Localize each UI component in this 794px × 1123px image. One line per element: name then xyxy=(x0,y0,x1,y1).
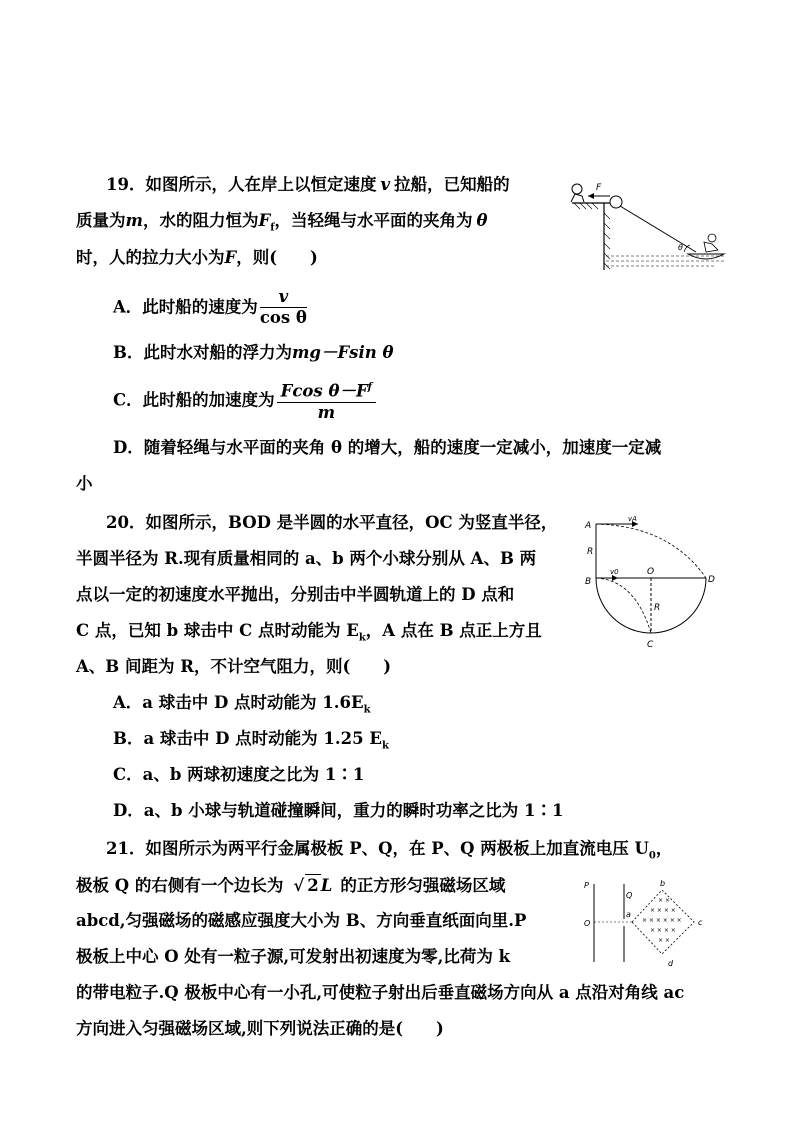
q20-stem-line4 xyxy=(76,620,542,649)
angle-label: θ xyxy=(678,243,683,252)
q20-option-d xyxy=(113,800,564,822)
q19-text: ，则( ) xyxy=(236,248,318,267)
q19-option-d xyxy=(113,437,661,459)
q21-stem-line6 xyxy=(76,1018,444,1040)
q19-theta: θ xyxy=(476,211,488,230)
boat-icon xyxy=(688,234,724,259)
q19-text: 如图所示，人在岸上以恒定速度 xyxy=(145,175,377,194)
person-icon xyxy=(571,184,584,202)
q21-sqrt-value: 2 xyxy=(307,876,319,895)
q21-L: L xyxy=(320,876,333,895)
sqrt-icon: √ xyxy=(293,876,305,895)
q19-text: 时，人的拉力大小为 xyxy=(76,248,225,267)
q20-text: ，A 点在 B 点正上方且 xyxy=(365,621,542,640)
q19-option-a-numerator: v xyxy=(260,287,307,308)
q19-stem-line1 xyxy=(106,174,510,196)
q19-text: ，水的阻力恒为 xyxy=(142,211,259,230)
q19-option-c-fraction xyxy=(277,378,376,423)
q19-m: m xyxy=(125,211,143,230)
q21-figure xyxy=(580,876,712,968)
q20-option-a-sub: k xyxy=(363,704,371,716)
force-label: F xyxy=(596,183,602,193)
q19-option-c-denominator: m xyxy=(317,402,336,422)
q20-option-a-text: A．a 球击中 D 点时动能为 1.6E xyxy=(113,693,364,712)
q20-text: 点以一定的初速度水平抛出，分别击中半圆轨道上的 D 点和 xyxy=(76,585,515,604)
q19-option-d-cont xyxy=(76,473,93,495)
label-a: a xyxy=(626,910,631,919)
q19-option-a-fraction xyxy=(260,287,307,328)
label-d: d xyxy=(668,959,674,968)
label-Q: Q xyxy=(626,891,633,900)
label-B: B xyxy=(585,577,592,587)
q19-text: ，当轻绳与水平面的夹角为 xyxy=(274,211,473,230)
q19-option-a xyxy=(113,287,307,328)
q19-option-c-num-text: Fcos θ－F xyxy=(280,381,368,401)
q21-stem-line2 xyxy=(76,874,505,897)
label-vA: vA xyxy=(628,515,637,523)
q21-text: 21．如图所示为两平行金属极板 P、Q，在 P、Q 两极板上加直流电压 U xyxy=(106,839,649,858)
q20-option-c-text: C．a、b 两球初速度之比为 1∶1 xyxy=(113,765,365,784)
q19-option-b-expr: mg－Fsin θ xyxy=(291,343,394,362)
q19-option-c-label: C．此时船的加速度为 xyxy=(113,390,275,410)
q19-option-b xyxy=(113,342,393,364)
q19-stem-line3 xyxy=(76,247,318,269)
svg-text:× ×: × × xyxy=(658,897,670,904)
q21-stem-line1 xyxy=(106,838,672,867)
q21-stem-line3 xyxy=(76,910,526,932)
q19-figure xyxy=(566,178,736,274)
q21-text: 极板 Q 的右侧有一个边长为 xyxy=(76,876,284,895)
trajectory-b xyxy=(596,578,651,633)
q21-sub: 0 xyxy=(648,850,656,862)
q21-text: ， xyxy=(655,839,673,858)
q20-stem-line1 xyxy=(106,512,557,534)
q19-option-d-text: D．随着轻绳与水平面的夹角 θ 的增大，船的速度一定减小，加速度一定减 xyxy=(113,438,662,457)
label-O: O xyxy=(647,567,655,577)
q19-option-a-denominator: cos θ xyxy=(259,308,307,327)
q20-option-b-text: B．a 球击中 D 点时动能为 1.25 E xyxy=(113,729,382,748)
q21-stem-line4 xyxy=(76,946,510,968)
q19-f-sub: f xyxy=(270,222,275,234)
q20-option-c xyxy=(113,764,364,786)
label-c: c xyxy=(698,918,703,927)
q19-number: 19． xyxy=(106,175,146,194)
q20-option-b xyxy=(113,728,389,757)
q19-option-a-label: A．此时船的速度为 xyxy=(113,297,258,317)
svg-text:× × × × × ×: × × × × × × xyxy=(642,917,682,924)
svg-text:× ×: × × xyxy=(658,937,670,944)
label-O: O xyxy=(584,919,591,928)
label-v0: v0 xyxy=(610,568,619,576)
q20-text: A、B 间距为 R，不计空气阻力，则( ) xyxy=(76,657,392,676)
q19-option-c-numerator xyxy=(277,378,376,403)
q19-text: 质量为 xyxy=(76,211,126,230)
rope xyxy=(620,206,696,252)
q20-text: 半圆半径为 R.现有质量相同的 a、b 两个小球分别从 A、B 两 xyxy=(76,549,537,568)
q21-text: 方向进入匀强磁场区域,则下列说法正确的是( ) xyxy=(76,1019,444,1038)
q21-text: 的正方形匀强磁场区域 xyxy=(340,876,506,895)
q21-stem-line5 xyxy=(76,982,684,1004)
svg-text:× × × ×: × × × × xyxy=(650,927,676,934)
q20-stem-line3 xyxy=(76,584,514,606)
q20-stem-line2 xyxy=(76,548,536,570)
q19-v: v xyxy=(380,175,391,194)
q19-F: F xyxy=(224,248,237,267)
q21-text: 的带电粒子.Q 极板中心有一小孔,可使粒子射出后垂直磁场方向从 a 点沿对角线 ac xyxy=(76,983,685,1002)
label-D: D xyxy=(708,575,715,585)
q20-option-a xyxy=(113,692,371,721)
q20-stem-line5 xyxy=(76,656,391,678)
field-crosses xyxy=(642,897,682,944)
q20-sub: k xyxy=(358,632,366,644)
q19-option-d-text2: 小 xyxy=(76,474,93,493)
label-b: b xyxy=(660,879,666,888)
label-A: A xyxy=(585,521,592,531)
q21-text: abcd,匀强磁场的磁感应强度大小为 B、方向垂直纸面向里.P xyxy=(76,911,527,930)
q20-option-b-sub: k xyxy=(381,740,389,752)
q19-option-c xyxy=(113,378,376,423)
label-R1: R xyxy=(587,547,594,557)
label-R2: R xyxy=(654,603,661,613)
q20-figure xyxy=(580,514,720,654)
q19-text: 拉船，已知船的 xyxy=(394,175,510,194)
q20-text: C 点，已知 b 球击中 C 点时动能为 E xyxy=(76,621,359,640)
water-lines xyxy=(606,256,726,266)
q20-text: 20．如图所示，BOD 是半圆的水平直径，OC 为竖直半径， xyxy=(106,513,558,532)
label-C: C xyxy=(647,640,654,650)
label-P: P xyxy=(584,881,589,890)
q19-option-b-label: B．此时水对船的浮力为 xyxy=(113,343,292,362)
svg-text:× × × ×: × × × × xyxy=(650,907,676,914)
q21-text: 极板上中心 O 处有一粒子源,可发射出初速度为零,比荷为 k xyxy=(76,947,511,966)
q19-stem-line2 xyxy=(76,210,488,239)
q19-option-c-sup: f xyxy=(367,382,372,393)
q19-Ff: F xyxy=(258,211,271,230)
q20-option-d-text: D．a、b 小球与轨道碰撞瞬间，重力的瞬时功率之比为 1∶1 xyxy=(113,801,564,820)
